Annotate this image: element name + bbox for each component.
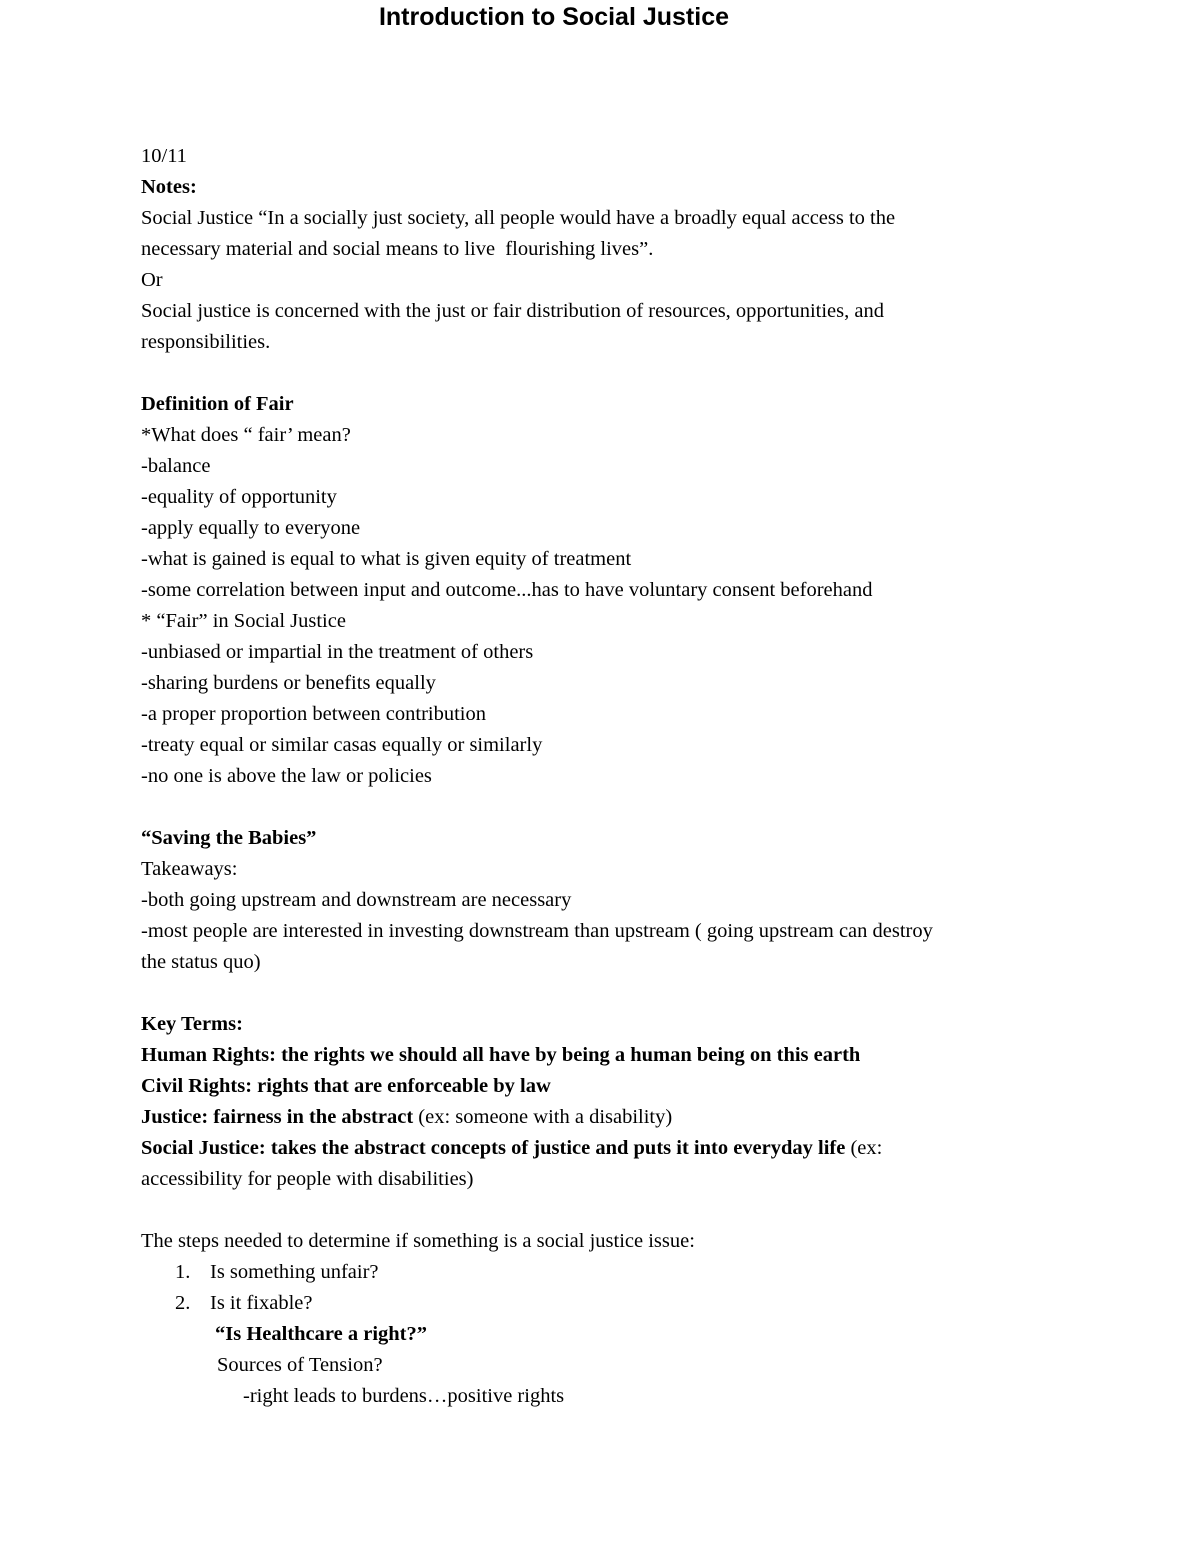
fair-sj-item: -no one is above the law or policies — [141, 765, 432, 787]
fair-sj-item: -a proper proportion between contribution — [141, 703, 486, 725]
page-title: Introduction to Social Justice — [378, 3, 730, 31]
term-human-rights: Human Rights: the rights we should all have by being a human being on this earth — [141, 1044, 861, 1066]
document-body — [141, 141, 1071, 1412]
fair-sj-item: -unbiased or impartial in the treatment of others — [141, 641, 534, 663]
takeaways-label: Takeaways: — [141, 858, 238, 880]
list-text: Is something unfair? — [210, 1261, 379, 1283]
list-item — [141, 1288, 1071, 1319]
or-text: Or — [141, 269, 163, 291]
key-terms-heading: Key Terms: — [141, 1013, 243, 1035]
healthcare-heading: “Is Healthcare a right?” — [215, 1323, 427, 1345]
spacer — [141, 978, 1071, 1009]
sources-of-tension: Sources of Tension? — [217, 1354, 383, 1376]
list-text: Is it fixable? — [210, 1292, 313, 1314]
spacer — [141, 1195, 1071, 1226]
definition-2-line-2: responsibilities. — [141, 331, 271, 353]
term-social-justice-definition: Social Justice: takes the abstract concepts of justice and puts it into everyday life — [141, 1137, 846, 1159]
notes-heading: Notes: — [141, 176, 197, 198]
term-social-justice — [141, 1133, 1071, 1164]
term-justice-definition: Justice: fairness in the abstract — [141, 1106, 414, 1128]
list-number: 1. — [175, 1261, 191, 1283]
takeaway-item-line-2: the status quo) — [141, 951, 261, 973]
burdens-item: -right leads to burdens…positive rights — [243, 1385, 565, 1407]
babies-heading: “Saving the Babies” — [141, 827, 317, 849]
term-justice-example: (ex: someone with a disability) — [413, 1106, 673, 1128]
fair-item: -some correlation between input and outcome...has to have voluntary consent beforehand — [141, 579, 873, 601]
term-social-justice-example: (ex: — [845, 1137, 883, 1159]
term-justice — [141, 1102, 1071, 1133]
takeaway-item-line-1: -most people are interested in investing downstream than upstream ( going upstream can destroy — [141, 920, 933, 942]
spacer — [141, 358, 1071, 389]
takeaway-item: -both going upstream and downstream are necessary — [141, 889, 572, 911]
term-social-justice-continued: accessibility for people with disabilities) — [141, 1168, 474, 1190]
date-text: 10/11 — [141, 145, 187, 167]
fair-question: *What does “ fair’ mean? — [141, 424, 351, 446]
fair-item: -what is gained is equal to what is given equity of treatment — [141, 548, 632, 570]
definition-1-line-1: Social Justice “In a socially just society, all people would have a broadly equal access to the — [141, 207, 896, 229]
fair-item: -balance — [141, 455, 211, 477]
definition-1-line-2: necessary material and social means to live flourishing lives”. — [141, 238, 654, 260]
fair-item: -equality of opportunity — [141, 486, 337, 508]
fair-social-justice-heading: * “Fair” in Social Justice — [141, 610, 346, 632]
term-civil-rights: Civil Rights: rights that are enforceable by law — [141, 1075, 551, 1097]
steps-intro: The steps needed to determine if something is a social justice issue: — [141, 1230, 695, 1252]
list-number: 2. — [175, 1292, 191, 1314]
fair-heading: Definition of Fair — [141, 393, 294, 415]
fair-sj-item: -sharing burdens or benefits equally — [141, 672, 436, 694]
fair-sj-item: -treaty equal or similar casas equally or similarly — [141, 734, 543, 756]
list-item — [141, 1257, 1071, 1288]
fair-item: -apply equally to everyone — [141, 517, 361, 539]
definition-2-line-1: Social justice is concerned with the just or fair distribution of resources, opportunities, and — [141, 300, 884, 322]
spacer — [141, 792, 1071, 823]
steps-list — [141, 1257, 1071, 1319]
